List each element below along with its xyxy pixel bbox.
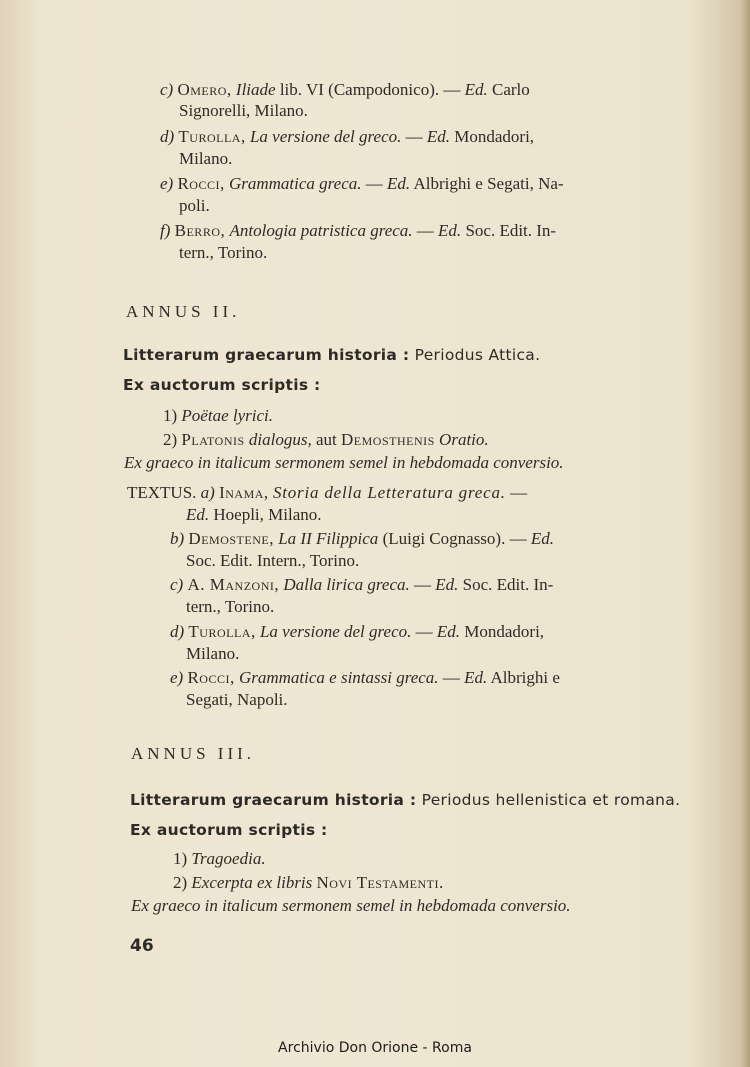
textus-item: c) A. Manzoni, Dalla lirica greca. — Ed. Soc. Edit. In- (170, 575, 554, 594)
historia-line: Litterarum graecarum historia : Periodus hellenistica et romana. (130, 791, 681, 809)
page-edge-shadow (740, 0, 750, 1067)
textus-item-cont: tern., Torino. (186, 597, 275, 616)
conversio-line: Ex graeco in italicum sermonem semel in hebdomada conversio. (124, 453, 564, 472)
list-item: 2) Excerpta ex libris Novi Testamenti. (173, 873, 444, 892)
list-item: f) Berro, Antologia patristica greca. — Ed. Soc. Edit. In- (160, 221, 557, 240)
list-item: 1) Poëtae lyrici. (163, 406, 273, 425)
scriptis-label: Ex auctorum scriptis : (123, 376, 321, 394)
list-item: 1) Tragoedia. (173, 849, 266, 868)
textus-item-cont: Ed. Hoepli, Milano. (186, 505, 322, 524)
list-item-cont: Signorelli, Milano. (179, 101, 308, 120)
list-item: 2) Platonis dialogus, aut Demosthenis Oratio. (163, 430, 489, 449)
textus-item: TEXTUS. a) Inama, Storia della Letteratura greca. — (127, 483, 528, 502)
section-heading: ANNUS III. (131, 744, 256, 763)
list-item: d) Turolla, La versione del greco. — Ed. Mondadori, (160, 127, 535, 146)
list-item: c) Omero, Iliade lib. VI (Campodonico). — Ed. Carlo (160, 80, 530, 99)
conversio-line: Ex graeco in italicum sermonem semel in hebdomada conversio. (131, 896, 571, 915)
archive-footer: Archivio Don Orione - Roma (278, 1040, 472, 1056)
list-item-cont: Milano. (179, 149, 233, 168)
textus-item: d) Turolla, La versione del greco. — Ed. Mondadori, (170, 622, 545, 641)
list-item-cont: tern., Torino. (179, 243, 268, 262)
textus-item: b) Demostene, La II Filippica (Luigi Cognasso). — Ed. (170, 529, 554, 548)
textus-item-cont: Segati, Napoli. (186, 690, 288, 709)
page-number: 46 (130, 936, 154, 956)
textus-item-cont: Soc. Edit. Intern., Torino. (186, 551, 360, 570)
textus-item-cont: Milano. (186, 644, 240, 663)
section-heading: ANNUS II. (126, 302, 241, 321)
list-item-cont: poli. (179, 196, 210, 215)
textus-item: e) Rocci, Grammatica e sintassi greca. — Ed. Albrighi e (170, 668, 560, 687)
list-item: e) Rocci, Grammatica greca. — Ed. Albrighi e Segati, Na- (160, 174, 564, 193)
historia-line: Litterarum graecarum historia : Periodus Attica. (123, 346, 541, 364)
scriptis-label: Ex auctorum scriptis : (130, 821, 328, 839)
